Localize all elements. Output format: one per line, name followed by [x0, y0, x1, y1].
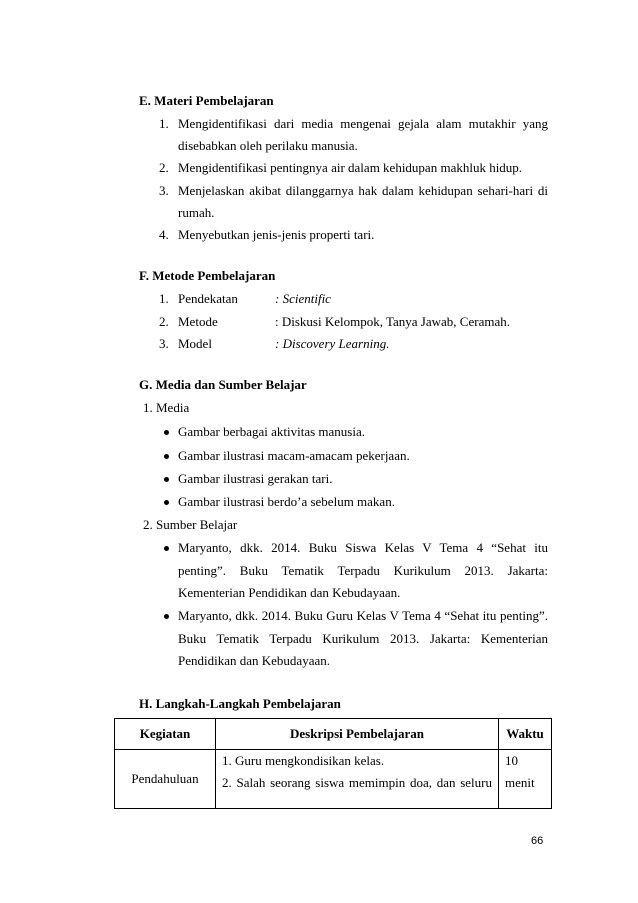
list-item: Gambar ilustrasi gerakan tari.	[178, 471, 333, 486]
list-item: Mengidentifikasi dari media mengenai gejala alam mutakhir yang	[178, 116, 548, 131]
bullet-icon	[164, 546, 169, 551]
deskripsi-item: 1. Guru mengkondisikan kelas.	[222, 753, 385, 768]
table-row	[115, 750, 552, 809]
column-header: Deskripsi Pembelajaran	[216, 719, 499, 750]
section-h-heading: H. Langkah-Langkah Pembelajaran	[139, 696, 341, 711]
list-item: Gambar ilustrasi berdo’a sebelum makan.	[178, 494, 395, 509]
bullet-icon	[164, 454, 169, 459]
method-value: : Discovery Learning.	[275, 336, 390, 351]
reference-line: Kementerian Pendidikan dan Kebudayaan.	[178, 585, 401, 600]
list-number: 1.	[159, 291, 169, 306]
column-header: Kegiatan	[115, 719, 216, 750]
list-item: Menjelaskan akibat dilanggarnya hak dalam kehidupan sehari-hari di	[178, 183, 548, 198]
method-value: : Scientific	[275, 291, 331, 306]
learning-steps-table	[114, 718, 552, 809]
list-number: 3.	[159, 336, 169, 351]
deskripsi-cell	[216, 750, 499, 809]
page-number: 66	[531, 835, 544, 847]
waktu-cell	[499, 750, 552, 809]
deskripsi-item: 2. Salah seorang siswa memimpin doa, dan seluru	[222, 775, 492, 790]
list-number: 1.	[159, 116, 169, 131]
kegiatan-cell: Pendahuluan	[115, 750, 216, 809]
table-header-row	[115, 719, 552, 750]
section-e-heading: E. Materi Pembelajaran	[139, 93, 274, 108]
list-number: 4.	[159, 227, 169, 242]
list-item: Gambar berbagai aktivitas manusia.	[178, 424, 365, 439]
sumber-label: 2. Sumber Belajar	[143, 517, 238, 532]
list-item: Gambar ilustrasi macam-amacam pekerjaan.	[178, 448, 410, 463]
list-number: 2.	[159, 314, 169, 329]
list-item-continuation: disebabkan oleh perilaku manusia.	[178, 138, 358, 153]
reference-line: Pendidikan dan Kebudayaan.	[178, 653, 330, 668]
list-number: 2.	[159, 160, 169, 175]
reference-line: Maryanto, dkk. 2014. Buku Guru Kelas V Tema 4 “Sehat itu penting”.	[178, 608, 548, 623]
list-item-continuation: rumah.	[178, 205, 215, 220]
method-label: Model	[178, 336, 212, 351]
reference-line: penting”. Buku Tematik Terpadu Kurikulum 2013. Jakarta:	[178, 563, 548, 578]
waktu-value: 10	[505, 753, 518, 768]
method-label: Pendekatan	[178, 291, 238, 306]
bullet-icon	[164, 477, 169, 482]
bullet-icon	[164, 430, 169, 435]
list-item: Mengidentifikasi pentingnya air dalam kehidupan makhluk hidup.	[178, 160, 523, 175]
list-number: 3.	[159, 183, 169, 198]
section-f-heading: F. Metode Pembelajaran	[139, 268, 276, 283]
section-g-heading: G. Media dan Sumber Belajar	[139, 377, 307, 392]
bullet-icon	[164, 614, 169, 619]
method-value: : Diskusi Kelompok, Tanya Jawab, Ceramah.	[275, 314, 510, 329]
reference-line: Maryanto, dkk. 2014. Buku Siswa Kelas V Tema 4 “Sehat itu	[178, 540, 548, 555]
list-item: Menyebutkan jenis-jenis properti tari.	[178, 227, 375, 242]
bullet-icon	[164, 500, 169, 505]
column-header: Waktu	[499, 719, 552, 750]
method-label: Metode	[178, 314, 218, 329]
waktu-unit: menit	[505, 775, 535, 790]
reference-line: Buku Tematik Terpadu Kurikulum 2013. Jakarta: Kementerian	[178, 631, 548, 646]
media-label: 1. Media	[143, 400, 190, 415]
